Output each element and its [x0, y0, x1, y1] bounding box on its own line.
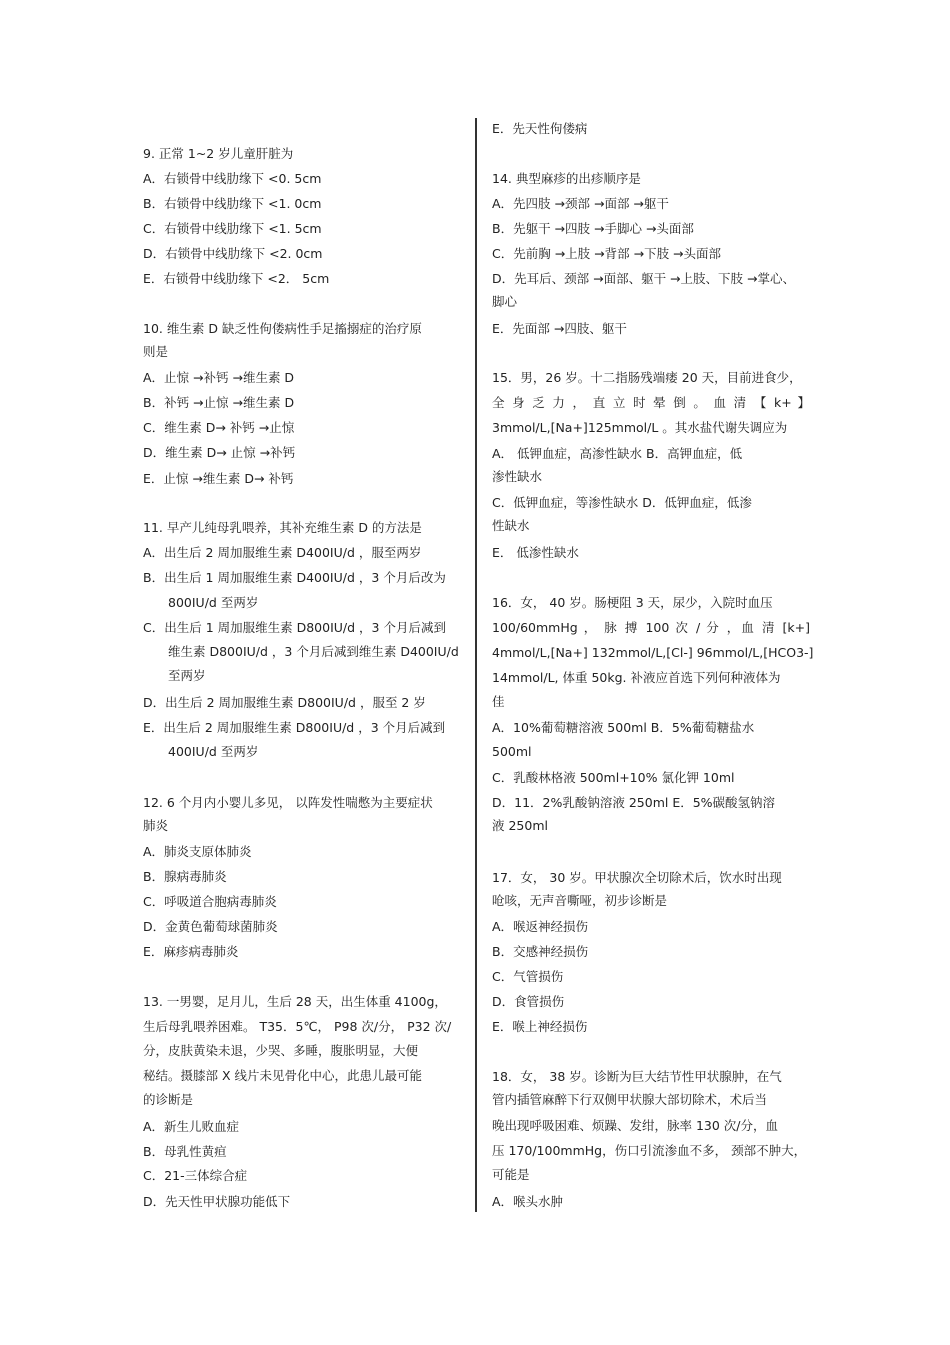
- q11-option-c-line3: 至两岁: [168, 668, 206, 683]
- q17-option-d: D．食管损伤: [492, 994, 565, 1009]
- q16-stem-line4: 14mmol/L, 体重 50kg. 补液应首选下列何种液体为: [492, 670, 781, 685]
- q12-stem-line2: 肺炎: [143, 818, 169, 833]
- q11-option-e-line1: E．出生后 2 周加服维生素 D800IU/d ，3 个月后减到: [143, 720, 446, 735]
- q12-stem-line1: 12. 6 个月内小婴儿多见， 以阵发性喘憋为主要症状: [143, 795, 433, 810]
- q15-option-ab-line1: A． 低钾血症，高渗性缺水 B．高钾血症，低: [492, 446, 743, 461]
- q16-stem-line5: 佳: [492, 694, 505, 709]
- q14-option-a: A．先四肢 →颈部 →面部 →躯干: [492, 196, 669, 211]
- q16-option-de-line2: 液 250ml: [492, 818, 548, 833]
- q10-option-e: E．止惊 →维生素 D→ 补钙: [143, 471, 294, 486]
- q15-option-cd-line2: 性缺水: [492, 518, 530, 533]
- q13-stem-line1: 13. 一男婴，足月儿，生后 28 天，出生体重 4100g，: [143, 994, 447, 1009]
- q12-option-b: B．腺病毒肺炎: [143, 869, 227, 884]
- q9-option-b: B．右锁骨中线肋缘下 <1. 0cm: [143, 196, 322, 211]
- q11-stem: 11. 早产儿纯母乳喂养，其补充维生素 D 的方法是: [143, 520, 422, 535]
- q11-option-a: A．出生后 2 周加服维生素 D400IU/d ，服至两岁: [143, 545, 422, 560]
- q12-option-a: A．肺炎支原体肺炎: [143, 844, 252, 859]
- q13-stem-line4: 秘结。摄膝部 X 线片未见骨化中心，此患儿最可能: [143, 1068, 423, 1083]
- q17-option-c: C．气管损伤: [492, 969, 564, 984]
- q10-option-c: C．维生素 D→ 补钙 →止惊: [143, 420, 295, 435]
- q16-option-de-line1: D．11．2%乳酸钠溶液 250ml E．5%碳酸氢钠溶: [492, 795, 776, 810]
- q17-option-b: B．交感神经损伤: [492, 944, 589, 959]
- q15-stem-line3: 3mmol/L,[Na+]125mmol/L 。其水盐代谢失调应为: [492, 420, 788, 435]
- q11-option-b-line2: 800IU/d 至两岁: [168, 595, 259, 610]
- q13-option-b: B．母乳性黄疸: [143, 1144, 227, 1159]
- q11-option-c-line1: C．出生后 1 周加服维生素 D800IU/d ，3 个月后减到: [143, 620, 446, 635]
- q18-option-a: A．喉头水肿: [492, 1194, 564, 1209]
- q18-stem-line1: 18．女， 38 岁。诊断为巨大结节性甲状腺肿，在气: [492, 1069, 782, 1084]
- q12-option-e: E．麻疹病毒肺炎: [143, 944, 239, 959]
- q16-stem-line2: 100/60mmHg ， 脉 搏 100 次 / 分 ，血 清 [k+]: [492, 620, 810, 635]
- q18-stem-line2: 管内插管麻醉下行双侧甲状腺大部切除术，术后当: [492, 1092, 768, 1107]
- q9-option-e: E．右锁骨中线肋缘下 <2． 5cm: [143, 271, 330, 286]
- q14-option-e: E．先面部 →四肢、躯干: [492, 321, 627, 336]
- q11-option-d: D．出生后 2 周加服维生素 D800IU/d ，服至 2 岁: [143, 695, 426, 710]
- q13-option-e: E．先天性佝偻病: [492, 121, 588, 136]
- q16-option-ab-line2: 500ml: [492, 744, 532, 759]
- column-divider: [475, 118, 477, 1212]
- q10-option-a: A．止惊 →补钙 →维生素 D: [143, 370, 295, 385]
- q17-option-e: E．喉上神经损伤: [492, 1019, 588, 1034]
- q17-stem-line1: 17．女， 30 岁。甲状腺次全切除术后，饮水时出现: [492, 870, 782, 885]
- q15-option-e: E． 低渗性缺水: [492, 545, 579, 560]
- q14-option-d-line1: D．先耳后、颈部 →面部、躯干 →上肢、下肢 →掌心、: [492, 271, 795, 286]
- q10-option-b: B．补钙 →止惊 →维生素 D: [143, 395, 295, 410]
- q13-option-a: A．新生儿败血症: [143, 1119, 240, 1134]
- q18-stem-line3: 晚出现呼吸困难、烦躁、发绀，脉率 130 次/分，血: [492, 1118, 779, 1133]
- q9-option-c: C．右锁骨中线肋缘下 <1. 5cm: [143, 221, 322, 236]
- q16-stem-line1: 16．女， 40 岁。肠梗阻 3 天，尿少，入院时血压: [492, 595, 773, 610]
- q17-stem-line2: 呛咳，无声音嘶哑，初步诊断是: [492, 893, 668, 908]
- q10-stem-line1: 10. 维生素 D 缺乏性佝偻病性手足搐搦症的治疗原: [143, 321, 422, 336]
- q12-option-c: C．呼吸道合胞病毒肺炎: [143, 894, 277, 909]
- q13-stem-line3: 分，皮肤黄染未退，少哭、多睡，腹胀明显，大便: [143, 1043, 419, 1058]
- q14-option-c: C．先前胸 →上肢 →背部 →下肢 →头面部: [492, 246, 722, 261]
- q9-option-d: D．右锁骨中线肋缘下 <2. 0cm: [143, 246, 323, 261]
- q11-option-c-line2: 维生素 D800IU/d ，3 个月后减到维生素 D400IU/d: [168, 644, 459, 659]
- q10-option-d: D．维生素 D→ 止惊 →补钙: [143, 445, 296, 460]
- q18-stem-line4: 压 170/100mmHg，伤口引流渗血不多， 颈部不肿大，: [492, 1143, 807, 1158]
- q9-stem: 9. 正常 1~2 岁儿童肝脏为: [143, 146, 294, 161]
- q11-option-e-line2: 400IU/d 至两岁: [168, 744, 259, 759]
- q15-stem-line2: 全 身 乏 力 ， 直 立 时 晕 倒 。 血 清 【 k+ 】: [492, 395, 810, 410]
- q11-option-b-line1: B．出生后 1 周加服维生素 D400IU/d ，3 个月后改为: [143, 570, 446, 585]
- q15-option-cd-line1: C．低钾血症，等渗性缺水 D．低钾血症，低渗: [492, 495, 752, 510]
- q12-option-d: D．金黄色葡萄球菌肺炎: [143, 919, 278, 934]
- q16-stem-line3: 4mmol/L,[Na+] 132mmol/L,[Cl-] 96mmol/L,[HCO3-]: [492, 645, 814, 660]
- q13-option-c: C．21-三体综合症: [143, 1168, 248, 1183]
- q14-stem: 14. 典型麻疹的出疹顺序是: [492, 171, 641, 186]
- q14-option-d-line2: 脚心: [492, 294, 518, 309]
- q9-option-a: A．右锁骨中线肋缘下 <0. 5cm: [143, 171, 322, 186]
- q17-option-a: A．喉返神经损伤: [492, 919, 589, 934]
- q13-option-d: D．先天性甲状腺功能低下: [143, 1194, 291, 1209]
- q13-stem-line2: 生后母乳喂养困难。 T35．5℃， P98 次/分， P32 次/: [143, 1019, 452, 1034]
- q14-option-b: B．先躯干 →四肢 →手脚心 →头面部: [492, 221, 694, 236]
- q16-option-c: C．乳酸林格液 500ml+10% 氯化钾 10ml: [492, 770, 735, 785]
- q15-stem-line1: 15．男，26 岁。十二指肠残端瘘 20 天，目前进食少，: [492, 370, 802, 385]
- q13-stem-line5: 的诊断是: [143, 1092, 194, 1107]
- q10-stem-line2: 则是: [143, 344, 169, 359]
- q16-option-ab-line1: A．10%葡萄糖溶液 500ml B．5%葡萄糖盐水: [492, 720, 755, 735]
- q18-stem-line5: 可能是: [492, 1167, 530, 1182]
- q15-option-ab-line2: 渗性缺水: [492, 469, 543, 484]
